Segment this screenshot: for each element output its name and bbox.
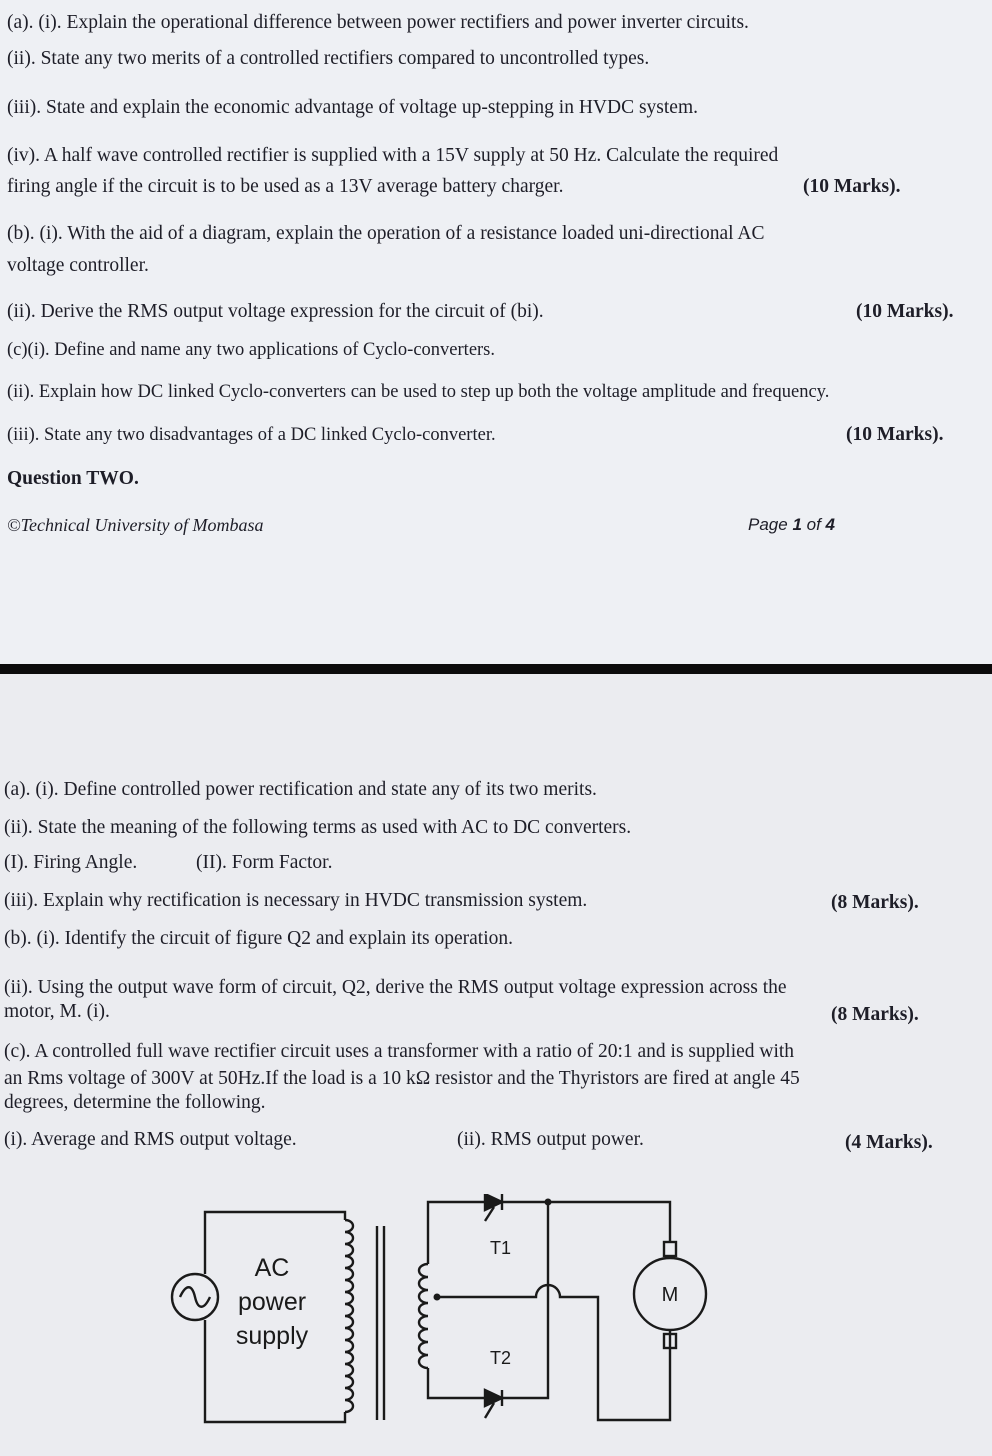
q2-b-marks: (8 Marks). [831,1004,919,1025]
exam-page-1 [0,0,992,664]
q2-a-i: (a). (i). Define controlled power rectification and state any of its two merits. [4,779,597,800]
q2-a-term-II: (II). Form Factor. [196,852,333,873]
footer-copyright: ©Technical University of Mombasa [7,515,264,535]
source-label-ac: AC [254,1254,290,1282]
source-label-supply: supply [235,1322,309,1350]
footer-page-number [748,513,835,537]
q1-a-i: (a). (i). Explain the operational difference between power rectifiers and power inverter circuits. [7,12,749,33]
exam-page-2 [0,674,992,1456]
q2-c-line2: an Rms voltage of 300V at 50Hz.If the load is a 10 kΩ resistor and the Thyristors are fired at angle 45 [4,1068,800,1089]
q2-a-ii: (ii). State the meaning of the following terms as used with AC to DC converters. [4,817,632,838]
q1-c-marks: (10 Marks). [846,424,944,445]
page-divider [0,664,992,674]
q2-c-line3: degrees, determine the following. [4,1092,266,1113]
q1-b-marks: (10 Marks). [856,301,954,322]
q1-a-iv-line1: (iv). A half wave controlled rectifier is supplied with a 15V supply at 50 Hz. Calculate the required [7,145,779,166]
motor-terminal-top [664,1242,676,1256]
footer-page-prefix: Page [748,515,793,534]
secondary-top-wire [428,1202,485,1264]
junction-dot-center [434,1294,441,1301]
q2-a-iii: (iii). Explain why rectification is necessary in HVDC transmission system. [4,890,588,911]
q1-c-ii: (ii). Explain how DC linked Cyclo-converters can be used to step up both the voltage amplitude and frequency. [7,382,830,402]
q2-b-ii-line1: (ii). Using the output wave form of circuit, Q2, derive the RMS output voltage expression across the [4,977,787,998]
q2-b-i: (b). (i). Identify the circuit of figure Q2 and explain its operation. [4,928,513,949]
q1-c-iii: (iii). State any two disadvantages of a DC linked Cyclo-converter. [7,425,496,445]
primary-coil [345,1220,353,1412]
sine-wave-icon [180,1287,210,1307]
q1-c-i: (c)(i). Define and name any two applications of Cyclo-converters. [7,340,496,360]
q1-a-marks: (10 Marks). [803,176,901,197]
secondary-bottom-wire [428,1368,485,1398]
junction-dot-top [545,1199,552,1206]
q1-b-ii: (ii). Derive the RMS output voltage expression for the circuit of (bi). [7,301,544,322]
footer-page-total: 4 [825,515,835,534]
q2-c-ii: (ii). RMS output power. [457,1129,644,1150]
thyristor-t1-label: T1 [490,1238,512,1258]
t2-output-wire [502,1202,548,1398]
q2-c-marks: (4 Marks). [845,1132,933,1153]
t1-output-wire [502,1202,670,1242]
q2-c-line1: (c). A controlled full wave rectifier circuit uses a transformer with a ratio of 20:1 and is supplied with [4,1041,795,1062]
circuit-diagram-q2 [140,1194,740,1456]
q1-b-i-line2: voltage controller. [7,255,149,276]
q1-a-iii: (iii). State and explain the economic advantage of voltage up-stepping in HVDC system. [7,97,698,118]
q1-a-ii: (ii). State any two merits of a controlled rectifiers compared to uncontrolled types. [7,48,650,69]
q2-c-i: (i). Average and RMS output voltage. [4,1129,297,1150]
question-two-heading: Question TWO. [7,468,139,489]
source-label-power: power [237,1288,307,1316]
footer-page-current: 1 [792,515,802,534]
q2-a-marks: (8 Marks). [831,892,919,913]
secondary-coil [419,1264,428,1368]
motor-label: M [661,1284,679,1306]
q1-a-iv-line2: firing angle if the circuit is to be used as a 13V average battery charger. [7,176,564,197]
footer-page-of: of [801,515,826,534]
thyristor-t2-label: T2 [490,1348,512,1368]
q1-b-i-line1: (b). (i). With the aid of a diagram, explain the operation of a resistance loaded uni-directional AC [7,223,765,244]
q2-a-term-I: (I). Firing Angle. [4,852,138,873]
q2-b-ii-line2: motor, M. (i). [4,1001,110,1022]
